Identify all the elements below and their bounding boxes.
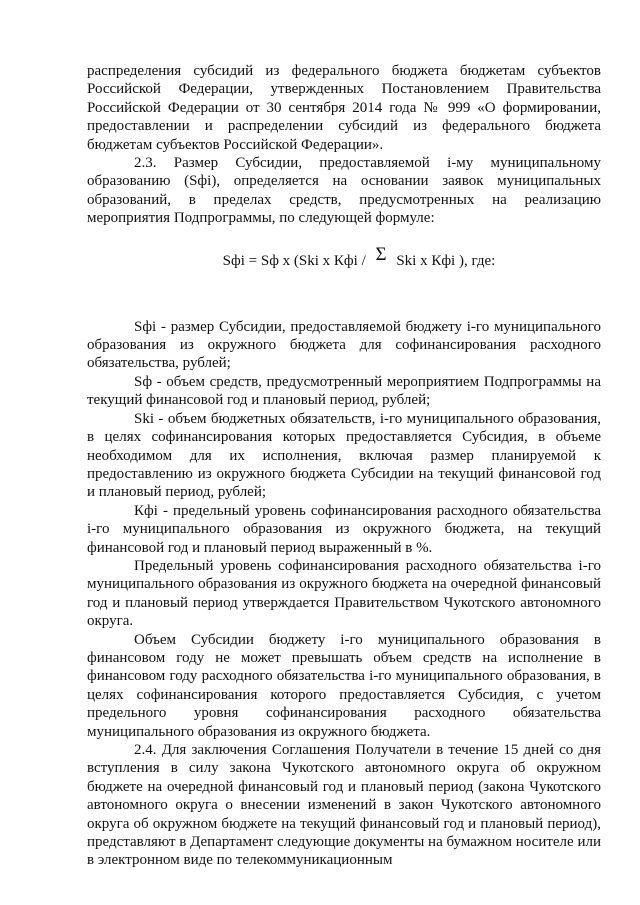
paragraph: 2.3. Размер Субсидии, предоставляемой i-му муниципальному образованию (Sфi), определяется на основании заявок муниципальных образований, в пределах средств, предусмотренных на реализацию мероприятия Подпрограммы, по следующей формуле: [87, 155, 601, 227]
paragraph: Sф - объем средств, предусмотренный мероприятием Подпрограммы на текущий финансовой год и плановый период, рублей; [87, 373, 601, 409]
paragraph: 2.4. Для заключения Соглашения Получатели в течение 15 дней со дня вступления в силу закона Чукотского автономного округа об окружном бюджете на очередной финансовый год и плановый период (закона Чукотского автономного округа о внесении изменений в закон Чукотского автономного округа об окружном бюджете на текущий финансовый год и плановый период), представляют в Департамент следующие документы на бумажном носителе или в электронном виде по телекоммуникационным [87, 742, 601, 869]
document-page [87, 62, 601, 870]
document-body-top [87, 62, 601, 228]
paragraph: Предельный уровень софинансирования расходного обязательства i-го муниципального образования из окружного бюджета на очередной финансовый год и плановый период утверждается Правительством Чукотского автономного округа. [87, 557, 601, 630]
paragraph: Объем Субсидии бюджету i-го муниципального образования в финансовом году не может превышать объем средств на исполнение в финансовом году расходного обязательства i-го муниципального образования, в целях софинансирования которого предоставляется Субсидия, с учетом предельного уровня софинансирования расходного обязательства муниципального образования из окружного бюджета. [87, 631, 601, 740]
paragraph: Кфi - предельный уровень софинансирования расходного обязательства i-го муниципального образования из окружного бюджета, на текущий финансовой год и плановый период выраженный в %. [87, 502, 601, 556]
formula-left: Sфi = Sф x (Ski x Кфi / [222, 252, 370, 269]
document-body-bottom [87, 318, 601, 870]
formula-right: Ski x Кфi ), где: [392, 252, 496, 269]
subsidy-formula [87, 243, 601, 272]
sigma-symbol: Σ [375, 243, 387, 265]
paragraph: распределения субсидий из федерального бюджета бюджетам субъектов Российской Федерации, утвержденных Постановлением Правительства Российской Федерации от 30 сентября 2014 года № 999 «О формировании, предоставлении и распределении субсидий из федерального бюджета бюджетам субъектов Российской Федерации». [87, 63, 601, 153]
paragraph: Ski - объем бюджетных обязательств, i-го муниципального образования, в целях софинансирования которых предоставляется Субсидия, в объеме необходимом для их исполнения, включая размер планируемой к предоставлению из окружного бюджета Субсидии на текущий финансовой год и плановый период, рублей; [87, 410, 601, 501]
paragraph: Sфi - размер Субсидии, предоставляемой бюджету i-го муниципального образования из окружного бюджета для софинансирования расходного обязательства, рублей; [87, 318, 601, 372]
